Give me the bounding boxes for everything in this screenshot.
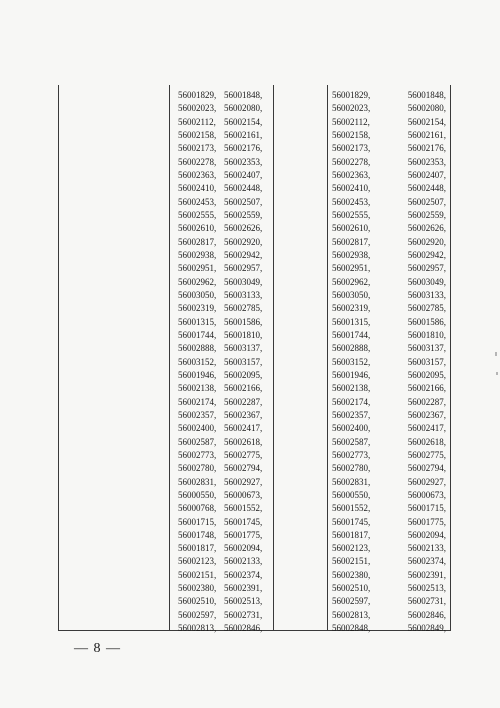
id-number: 56001745, <box>332 516 371 527</box>
table-row <box>332 595 446 608</box>
table-row <box>178 595 276 608</box>
table-row <box>178 302 276 315</box>
id-number: 56002158, <box>178 129 217 140</box>
id-number: 56002938, <box>332 249 371 260</box>
id-number: 56002888, <box>178 343 217 354</box>
id-number: 56002731, <box>407 596 446 607</box>
id-number: 56002173, <box>332 143 371 154</box>
id-number: 56002597, <box>332 596 371 607</box>
id-number: 56001848, <box>224 90 263 100</box>
id-number: 56001315, <box>178 316 217 327</box>
id-number: 56003049, <box>407 276 446 287</box>
table-row <box>178 582 276 595</box>
id-number: 56002775, <box>407 449 446 460</box>
id-number: 56002849, <box>407 623 446 634</box>
id-number: 56001586, <box>224 316 263 327</box>
table-row <box>332 609 446 622</box>
id-number: 56002138, <box>178 383 217 394</box>
table-divider-right <box>327 85 328 630</box>
table-row <box>332 356 446 369</box>
id-number: 56001817, <box>178 543 217 554</box>
id-number: 56002927, <box>407 476 446 487</box>
table-row <box>332 502 446 515</box>
id-number: 56002555, <box>332 209 371 220</box>
table-row <box>178 249 276 262</box>
table-row <box>332 516 446 529</box>
table-row <box>332 236 446 249</box>
table-row <box>178 622 276 635</box>
id-number: 56002410, <box>178 183 217 194</box>
table-row <box>332 409 446 422</box>
id-number: 56002176, <box>224 143 263 154</box>
id-number: 56002278, <box>332 156 371 167</box>
id-number: 56002773, <box>178 449 217 460</box>
id-number: 56003157, <box>407 356 446 367</box>
id-number: 56003049, <box>224 276 263 287</box>
id-number: 56002951, <box>332 263 371 274</box>
table-row <box>332 369 446 382</box>
id-number: 56002951, <box>178 263 217 274</box>
id-number: 56002095, <box>407 369 446 380</box>
id-number: 56002920, <box>224 236 263 247</box>
id-number: 56002555, <box>178 209 217 220</box>
id-number: 56002133, <box>224 556 263 567</box>
id-number: 56002407, <box>407 169 446 180</box>
table-divider-left <box>169 85 170 630</box>
table-row <box>332 222 446 235</box>
table-row <box>332 476 446 489</box>
id-number: 56002618, <box>407 436 446 447</box>
id-number: 56002363, <box>332 169 371 180</box>
id-number: 56002597, <box>178 609 217 620</box>
id-number: 56002319, <box>332 303 371 314</box>
id-number: 56002957, <box>224 263 263 274</box>
id-number: 56002123, <box>178 556 217 567</box>
id-number: 56003152, <box>332 356 371 367</box>
table-row <box>178 502 276 515</box>
id-number: 56002158, <box>332 129 371 140</box>
table-row <box>178 436 276 449</box>
id-number: 56003050, <box>178 289 217 300</box>
table-row <box>332 342 446 355</box>
table-row <box>332 289 446 302</box>
id-number: 56002957, <box>407 263 446 274</box>
table-row <box>332 329 446 342</box>
id-number: 56002161, <box>224 129 263 140</box>
table-row <box>332 569 446 582</box>
id-number: 56001586, <box>407 316 446 327</box>
id-number: 56003133, <box>407 289 446 300</box>
id-number: 56002112, <box>178 116 216 127</box>
table-row <box>178 116 276 129</box>
id-number: 56002417, <box>407 423 446 434</box>
table-row <box>178 196 276 209</box>
page-number: — 8 — <box>74 641 121 656</box>
id-number: 56001848, <box>407 90 446 100</box>
id-number: 56002831, <box>178 476 217 487</box>
table-row <box>178 476 276 489</box>
id-number: 56002112, <box>332 116 370 127</box>
table-row <box>178 569 276 582</box>
id-number: 56002173, <box>178 143 217 154</box>
id-number: 56002278, <box>178 156 217 167</box>
id-number: 56001552, <box>224 503 263 514</box>
table-row <box>332 276 446 289</box>
id-number: 56002794, <box>407 463 446 474</box>
id-number: 56002166, <box>407 383 446 394</box>
table-row <box>332 209 446 222</box>
table-row <box>178 489 276 502</box>
right-number-column <box>332 89 446 635</box>
id-number: 56002587, <box>178 436 217 447</box>
id-number: 56002775, <box>224 449 263 460</box>
id-number: 56001829, <box>178 90 217 100</box>
table-row <box>178 409 276 422</box>
table-row <box>332 249 446 262</box>
id-number: 56002448, <box>407 183 446 194</box>
table-row <box>178 369 276 382</box>
table-row <box>178 156 276 169</box>
id-number: 56002357, <box>332 409 371 420</box>
id-number: 56003050, <box>332 289 371 300</box>
id-number: 56002176, <box>407 143 446 154</box>
id-number: 56002080, <box>224 103 263 114</box>
id-number: 56002731, <box>224 609 263 620</box>
id-number: 56003133, <box>224 289 263 300</box>
id-number: 56002133, <box>407 543 446 554</box>
id-number: 56002287, <box>224 396 263 407</box>
id-number: 56002023, <box>332 103 371 114</box>
id-number: 56002400, <box>332 423 371 434</box>
id-number: 56001715, <box>178 516 217 527</box>
id-number: 56002888, <box>332 343 371 354</box>
id-number: 56002407, <box>224 169 263 180</box>
table-row <box>332 555 446 568</box>
id-number: 56002374, <box>224 569 263 580</box>
table-row <box>332 382 446 395</box>
id-number: 56001744, <box>332 329 371 340</box>
table-row <box>332 102 446 115</box>
table-row <box>332 302 446 315</box>
id-number: 56001829, <box>332 90 371 100</box>
table-row <box>178 342 276 355</box>
table-row <box>332 129 446 142</box>
table-row <box>332 529 446 542</box>
id-number: 56002287, <box>407 396 446 407</box>
table-row <box>178 316 276 329</box>
table-row <box>332 582 446 595</box>
table-row <box>332 436 446 449</box>
id-number: 56000768, <box>178 503 217 514</box>
id-number: 56002626, <box>224 223 263 234</box>
id-number: 56002942, <box>224 249 263 260</box>
id-number: 56002174, <box>178 396 217 407</box>
table-row <box>178 209 276 222</box>
id-number: 56002848, <box>332 623 371 634</box>
id-number: 56002380, <box>178 583 217 594</box>
id-number: 56002138, <box>332 383 371 394</box>
id-number: 56002813, <box>178 623 217 634</box>
id-number: 56003152, <box>178 356 217 367</box>
id-number: 56002785, <box>224 303 263 314</box>
id-number: 56000550, <box>178 489 217 500</box>
id-number: 56002626, <box>407 223 446 234</box>
left-number-column <box>178 89 276 635</box>
id-number: 56002510, <box>332 583 371 594</box>
table-row <box>178 236 276 249</box>
id-number: 56001552, <box>332 503 371 514</box>
id-number: 56002785, <box>407 303 446 314</box>
table-row <box>178 102 276 115</box>
table-row <box>178 449 276 462</box>
table-row <box>332 169 446 182</box>
id-number: 56002353, <box>407 156 446 167</box>
scan-speck <box>496 372 498 375</box>
id-number: 56002618, <box>224 436 263 447</box>
id-number: 56002831, <box>332 476 371 487</box>
id-number: 56002846, <box>224 623 263 634</box>
table-row <box>178 356 276 369</box>
id-number: 56001744, <box>178 329 217 340</box>
table-row <box>178 396 276 409</box>
table-row <box>332 622 446 635</box>
table-row <box>332 156 446 169</box>
table-row <box>178 289 276 302</box>
table-row <box>332 422 446 435</box>
table-row <box>332 449 446 462</box>
id-number: 56002817, <box>332 236 371 247</box>
table-row <box>332 396 446 409</box>
id-number: 56002513, <box>407 583 446 594</box>
id-number: 56002453, <box>178 196 217 207</box>
id-number: 56000673, <box>407 489 446 500</box>
table-row <box>332 462 446 475</box>
id-number: 56002154, <box>224 116 263 127</box>
table-row <box>178 182 276 195</box>
table-row <box>178 462 276 475</box>
id-number: 56002410, <box>332 183 371 194</box>
id-number: 56000550, <box>332 489 371 500</box>
id-table <box>58 85 451 634</box>
id-number: 56002927, <box>224 476 263 487</box>
id-number: 56002154, <box>407 116 446 127</box>
id-number: 56003137, <box>407 343 446 354</box>
id-number: 56002780, <box>178 463 217 474</box>
id-number: 56002920, <box>407 236 446 247</box>
id-number: 56002151, <box>332 556 371 567</box>
scan-speck <box>495 352 497 356</box>
table-row <box>178 516 276 529</box>
id-number: 56001946, <box>178 369 217 380</box>
id-number: 56002357, <box>178 409 217 420</box>
id-number: 56002174, <box>332 396 371 407</box>
id-number: 56002094, <box>224 543 263 554</box>
table-row <box>332 196 446 209</box>
id-number: 56002813, <box>332 609 371 620</box>
id-number: 56002610, <box>178 223 217 234</box>
table-row <box>178 222 276 235</box>
id-number: 56002161, <box>407 129 446 140</box>
id-number: 56001745, <box>224 516 263 527</box>
id-number: 56002507, <box>224 196 263 207</box>
id-number: 56001748, <box>178 529 217 540</box>
id-number: 56002513, <box>224 596 263 607</box>
id-number: 56002453, <box>332 196 371 207</box>
id-number: 56001810, <box>407 329 446 340</box>
id-number: 56002942, <box>407 249 446 260</box>
table-row <box>178 169 276 182</box>
id-number: 56002610, <box>332 223 371 234</box>
id-number: 56002448, <box>224 183 263 194</box>
id-number: 56002794, <box>224 463 263 474</box>
table-row <box>178 609 276 622</box>
id-number: 56002507, <box>407 196 446 207</box>
id-number: 56002817, <box>178 236 217 247</box>
id-number: 56001946, <box>332 369 371 380</box>
id-number: 56001715, <box>407 503 446 514</box>
table-row <box>332 89 446 102</box>
table-row <box>178 129 276 142</box>
id-number: 56002080, <box>407 103 446 114</box>
id-number: 56001775, <box>224 529 263 540</box>
id-number: 56002166, <box>224 383 263 394</box>
id-number: 56002123, <box>332 543 371 554</box>
id-number: 56002363, <box>178 169 217 180</box>
id-number: 56002391, <box>407 569 446 580</box>
table-row <box>332 316 446 329</box>
table-row <box>178 555 276 568</box>
id-number: 56000673, <box>224 489 263 500</box>
id-number: 56001817, <box>332 529 371 540</box>
id-number: 56002095, <box>224 369 263 380</box>
id-number: 56001315, <box>332 316 371 327</box>
id-number: 56002962, <box>178 276 217 287</box>
id-number: 56002319, <box>178 303 217 314</box>
table-row <box>178 262 276 275</box>
id-number: 56002417, <box>224 423 263 434</box>
id-number: 56002353, <box>224 156 263 167</box>
id-number: 56002938, <box>178 249 217 260</box>
table-row <box>178 142 276 155</box>
id-number: 56002374, <box>407 556 446 567</box>
id-number: 56002510, <box>178 596 217 607</box>
table-row <box>332 262 446 275</box>
table-row <box>332 489 446 502</box>
id-number: 56002094, <box>407 529 446 540</box>
id-number: 56001775, <box>407 516 446 527</box>
id-number: 56002391, <box>224 583 263 594</box>
table-row <box>178 329 276 342</box>
id-number: 56002367, <box>407 409 446 420</box>
id-number: 56002367, <box>224 409 263 420</box>
id-number: 56002587, <box>332 436 371 447</box>
table-row <box>178 382 276 395</box>
table-row <box>332 542 446 555</box>
id-number: 56003157, <box>224 356 263 367</box>
table-row <box>332 116 446 129</box>
id-number: 56002023, <box>178 103 217 114</box>
table-row <box>178 529 276 542</box>
id-number: 56002151, <box>178 569 217 580</box>
table-row <box>178 542 276 555</box>
id-number: 56002559, <box>224 209 263 220</box>
id-number: 56001810, <box>224 329 263 340</box>
id-number: 56002780, <box>332 463 371 474</box>
id-number: 56002846, <box>407 609 446 620</box>
id-number: 56002773, <box>332 449 371 460</box>
table-row <box>332 142 446 155</box>
table-row <box>178 89 276 102</box>
id-number: 56002400, <box>178 423 217 434</box>
id-number: 56002380, <box>332 569 371 580</box>
table-row <box>178 422 276 435</box>
table-row <box>332 182 446 195</box>
id-number: 56002559, <box>407 209 446 220</box>
id-number: 56003137, <box>224 343 263 354</box>
id-number: 56002962, <box>332 276 371 287</box>
table-row <box>178 276 276 289</box>
